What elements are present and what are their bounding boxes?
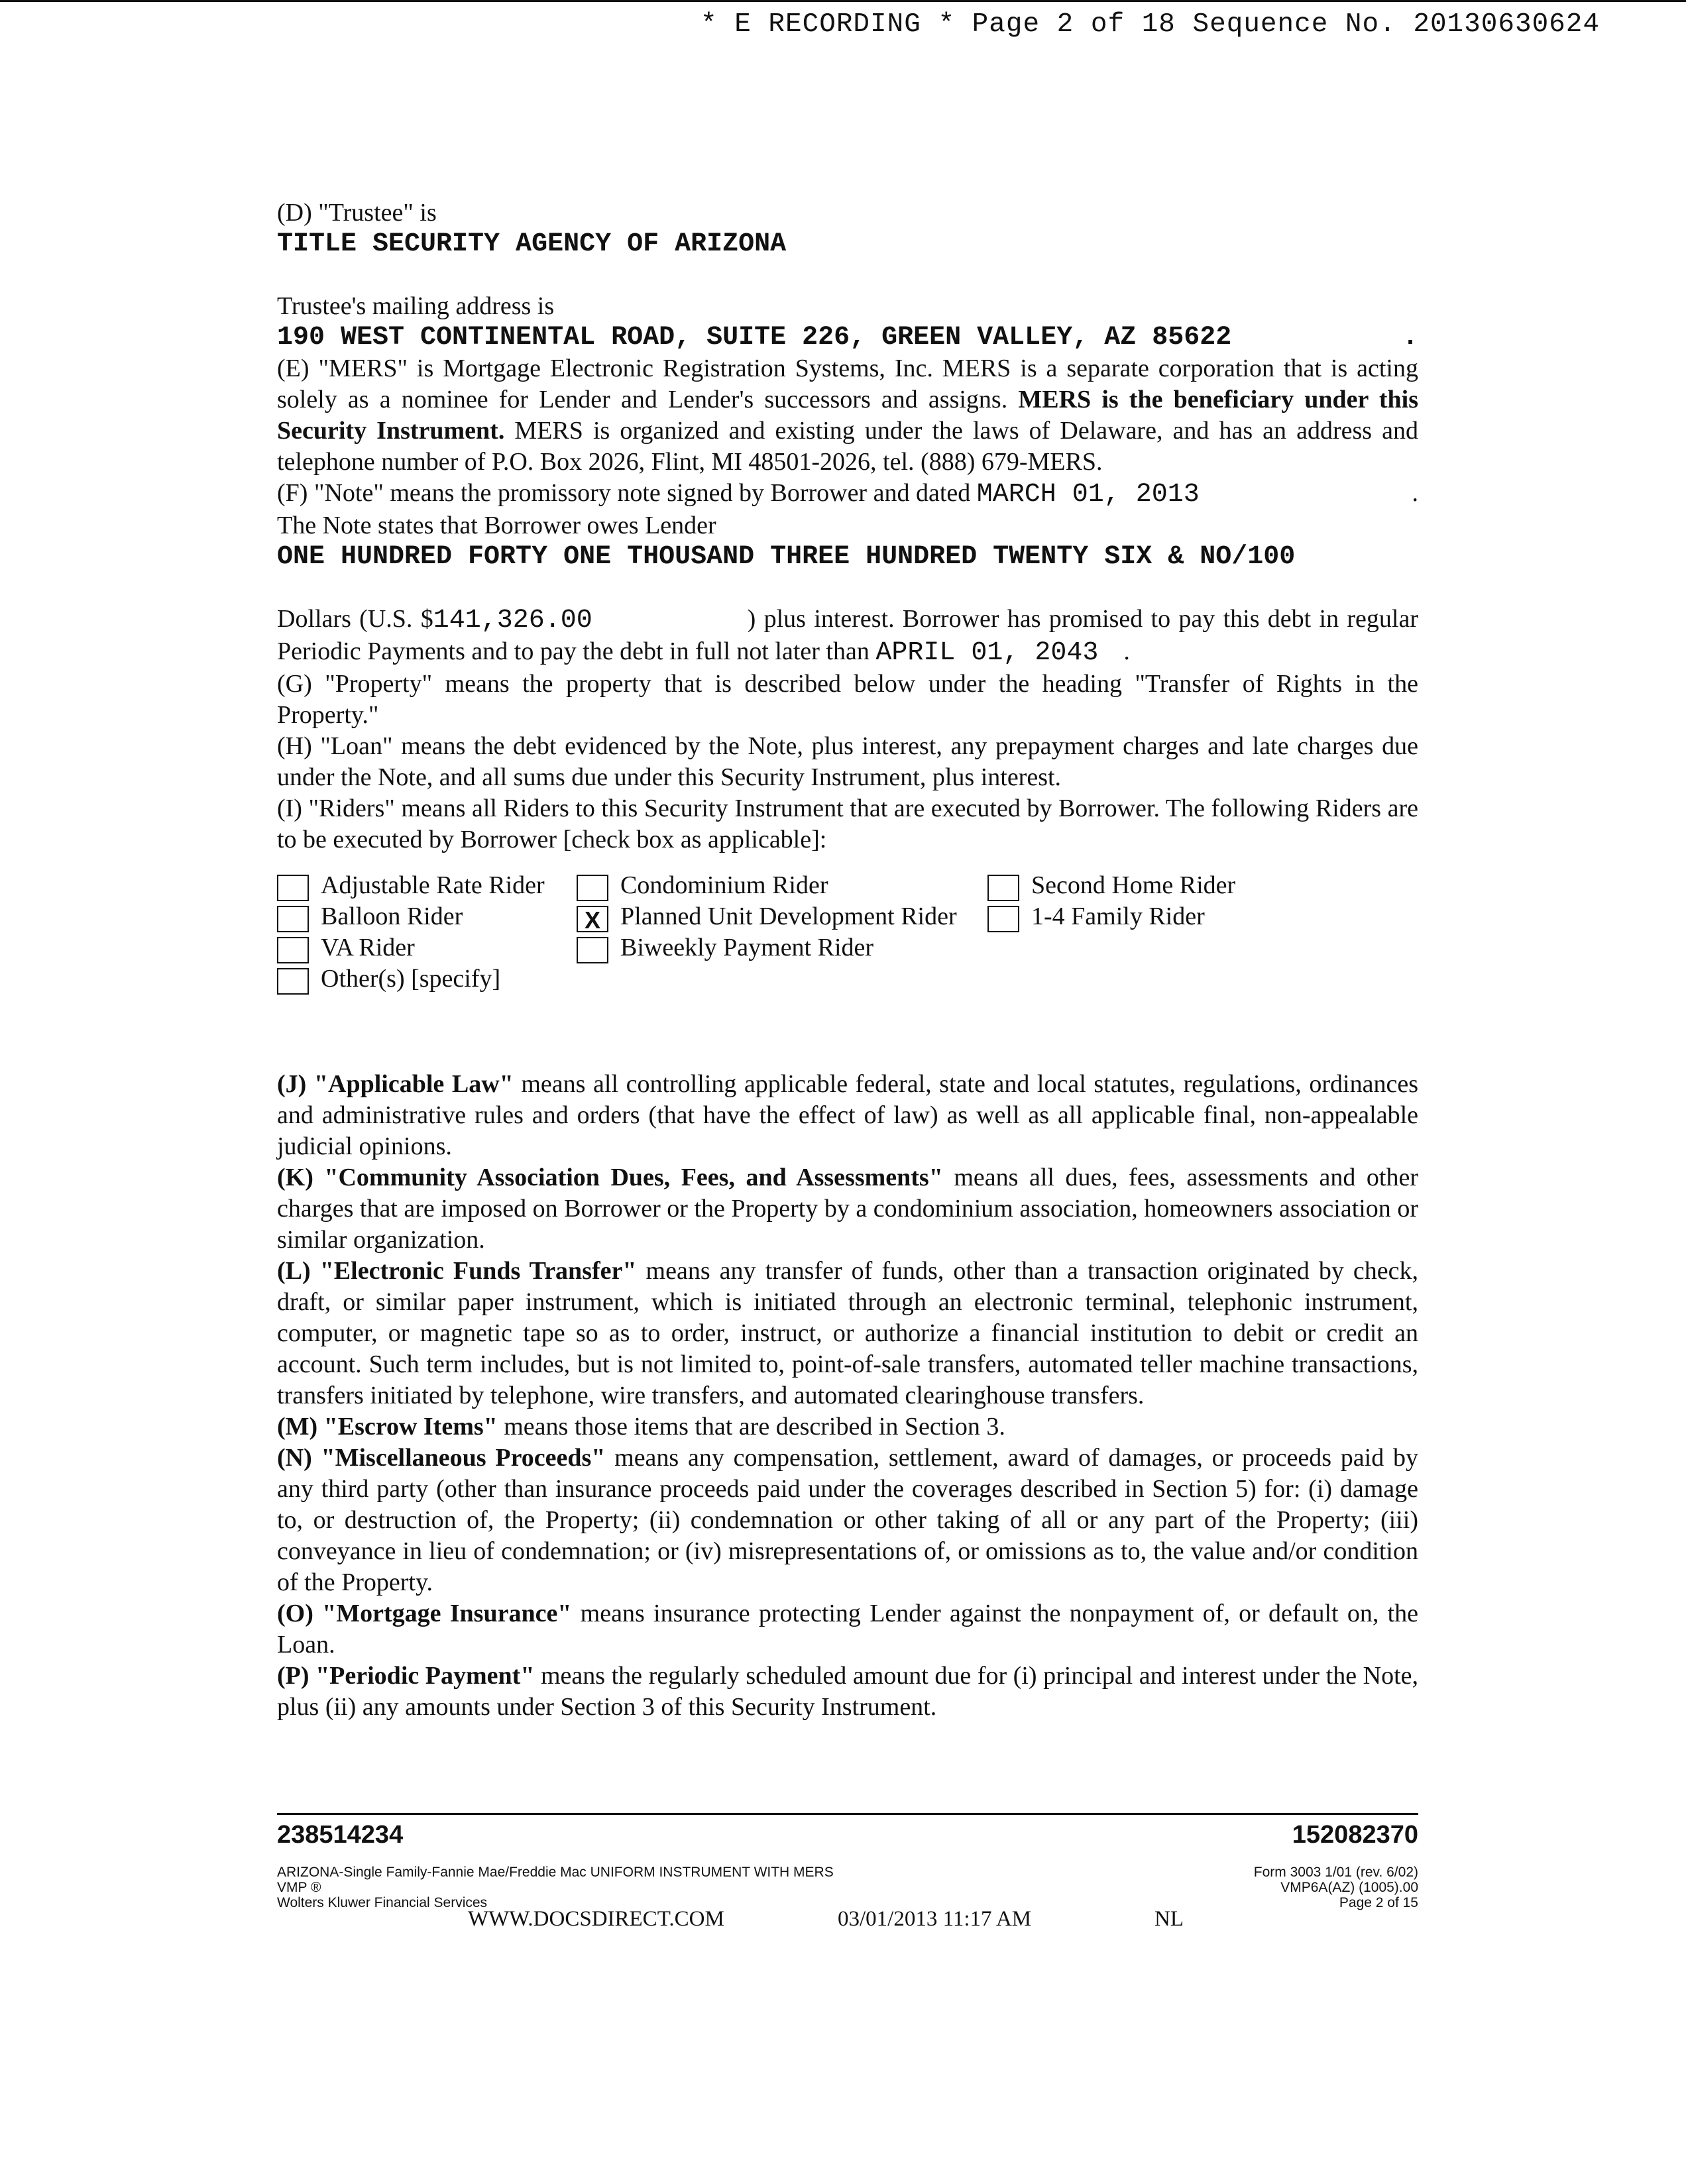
definition-property: (G) "Property" means the property that is described below under the heading "Transfer of Rights in the Property." xyxy=(277,670,1418,729)
note-amount: 141,326.00 xyxy=(433,606,592,635)
note-dot: . xyxy=(1412,479,1418,507)
definition-text: means all controlling applicable federal, state and local statutes, regulations, ordinances and administrative rules and orders (that have the effect of law) as well as all applicable final, non-appealable judicial opinions. xyxy=(277,1070,1418,1160)
spacer xyxy=(277,573,1418,604)
trustee-address-value: 190 WEST CONTINENTAL ROAD, SUITE 226, GREEN VALLEY, AZ 85622 xyxy=(277,323,1232,353)
spacer xyxy=(277,260,1418,291)
definition-applicable-law xyxy=(277,1069,1418,1162)
document-body xyxy=(277,197,1418,1723)
checkbox[interactable] xyxy=(577,875,608,901)
note-amount-words: ONE HUNDRED FORTY ONE THOUSAND THREE HUNDRED TWENTY SIX & NO/100 xyxy=(277,542,1296,572)
initials: NL xyxy=(1154,1907,1184,1931)
definition-term: (K) "Community Association Dues, Fees, and Assessments" xyxy=(277,1164,943,1191)
rider-label: Adjustable Rate Rider xyxy=(321,871,545,899)
note-lead: (F) "Note" means the promissory note signed by Borrower and dated xyxy=(277,479,971,507)
mers-tail: MERS is organized and existing under the laws of Delaware, and has an address and telephone number of P.O. Box 2026, Flint, MI 48501-2026, tel. (888) 679-MERS. xyxy=(277,417,1418,476)
definition-term: (J) "Applicable Law" xyxy=(277,1070,514,1098)
rider-planned-unit-development[interactable] xyxy=(577,901,957,932)
form-identification xyxy=(277,1865,834,1910)
definition-mers xyxy=(277,353,1418,478)
address-dot: . xyxy=(1402,323,1418,353)
mers-lead: (E) "MERS" is Mortgage Electronic Registration Systems, Inc. MERS is a separate corporation that is acting solely as a nominee for Lender and Lender's successors and assigns. xyxy=(277,355,1418,413)
checkbox[interactable] xyxy=(277,968,309,995)
rider-second-home[interactable] xyxy=(987,870,1235,901)
loan-number-left: 238514234 xyxy=(277,1821,404,1849)
note-owes: The Note states that Borrower owes Lender xyxy=(277,512,716,539)
rider-label: Planned Unit Development Rider xyxy=(620,902,957,930)
note-dollars: Dollars (U.S. $141,326.00 ) plus interest. Borrower has promised to pay this debt in regular Periodic Payments and to pay the debt in full not later than APRIL 01, 2043 . xyxy=(277,605,1418,668)
dollars-tail: ) plus interest. Borrower has promised to pay this debt in regular Periodic Payments and to pay the debt in full not later than xyxy=(277,605,1418,665)
definition-term: (N) "Miscellaneous Proceeds" xyxy=(277,1444,606,1472)
trustee-address xyxy=(277,322,1418,353)
definition-text: means any compensation, settlement, award of damages, or proceeds paid by any third party (other than insurance proceeds paid under the coverages described in Section 5) for: (i) damage to, or destruction of, the Property; (ii) condemnation or other taking of all or any part of the Property; (iii) conveyance in lieu of condemnation; or (iv) misrepresentations of, or omissions as to, the value and/or condition of the Property. xyxy=(277,1444,1418,1596)
print-timestamp: 03/01/2013 11:17 AM xyxy=(838,1907,1032,1931)
top-border-line xyxy=(0,0,1686,2)
rider-condominium[interactable] xyxy=(577,870,828,901)
checkbox[interactable] xyxy=(277,937,309,963)
rider-label: Balloon Rider xyxy=(321,902,463,930)
loan-number-right: 152082370 xyxy=(1292,1821,1418,1849)
definition-term: (O) "Mortgage Insurance" xyxy=(277,1600,572,1627)
checkbox-checked[interactable]: X xyxy=(577,906,608,932)
definition-miscellaneous-proceeds xyxy=(277,1443,1418,1598)
definition-periodic-payment xyxy=(277,1661,1418,1723)
checkbox[interactable] xyxy=(987,875,1019,901)
trustee-address-label: Trustee's mailing address is xyxy=(277,292,555,320)
definition-text: means any transfer of funds, other than a transaction originated by check, draft, or similar paper instrument, which is initiated through an electronic terminal, telephonic instrument, computer, or magnetic tape so as to order, instruct, or authorize a financial institution to debit or credit an account. Such term includes, but is not limited to, point-of-sale transfers, automated teller machine transactions, transfers initiated by telephone, wire transfers, and automated clearinghouse transfers. xyxy=(277,1257,1418,1409)
definition-text: means those items that are described in Section 3. xyxy=(497,1413,1005,1441)
rider-label: Other(s) [specify] xyxy=(321,965,501,993)
definition-text: means insurance protecting Lender against the nonpayment of, or default on, the Loan. xyxy=(277,1600,1419,1659)
checkbox[interactable] xyxy=(987,906,1019,932)
footer-rule xyxy=(277,1813,1418,1815)
definition-riders: (I) "Riders" means all Riders to this Security Instrument that are executed by Borrower. The following Riders are to be executed by Borrower [check box as applicable]: xyxy=(277,794,1418,853)
recording-header: * E RECORDING * Page 2 of 18 Sequence No. 20130630624 xyxy=(700,9,1600,40)
form-number-block xyxy=(1254,1865,1418,1910)
definition-text: means the regularly scheduled amount due for (i) principal and interest under the Note, plus (ii) any amounts under Section 3 of this Security Instrument. xyxy=(277,1662,1418,1721)
form-number: Form 3003 1/01 (rev. 6/02) xyxy=(1253,1865,1418,1880)
rider-adjustable-rate[interactable] xyxy=(277,870,545,901)
definition-term: (M) "Escrow Items" xyxy=(277,1413,498,1441)
definition-note xyxy=(277,478,1418,510)
publisher: Wolters Kluwer Financial Services xyxy=(277,1895,488,1910)
mers-beneficiary-statement: MERS is the beneficiary under this Security Instrument. xyxy=(277,386,1418,445)
checkbox[interactable] xyxy=(277,906,309,932)
rider-label: Biweekly Payment Rider xyxy=(620,934,874,961)
rider-label: VA Rider xyxy=(321,934,415,961)
definition-term: (L) "Electronic Funds Transfer" xyxy=(277,1257,637,1285)
form-title: ARIZONA-Single Family-Fannie Mae/Freddie Mac UNIFORM INSTRUMENT WITH MERS xyxy=(277,1865,834,1880)
rider-va[interactable] xyxy=(277,932,415,963)
form-page-number: Page 2 of 15 xyxy=(1339,1895,1418,1910)
rider-1-4-family[interactable] xyxy=(987,901,1205,932)
rider-balloon[interactable] xyxy=(277,901,463,932)
checkbox[interactable] xyxy=(277,875,309,901)
definition-term: (P) "Periodic Payment" xyxy=(277,1662,535,1690)
definition-mortgage-insurance xyxy=(277,1598,1418,1661)
website-link[interactable]: WWW.DOCSDIRECT.COM xyxy=(468,1907,724,1931)
definition-community-dues xyxy=(277,1162,1418,1256)
checkbox[interactable] xyxy=(577,937,608,963)
vmp-mark: VMP ® xyxy=(277,1880,321,1895)
definition-loan: (H) "Loan" means the debt evidenced by the Note, plus interest, any prepayment charges and late charges due under the Note, and all sums due under this Security Instrument, plus interest. xyxy=(277,732,1418,791)
riders-checklist xyxy=(277,870,1418,1003)
trustee-name: TITLE SECURITY AGENCY OF ARIZONA xyxy=(277,229,787,259)
note-maturity: APRIL 01, 2043 xyxy=(875,638,1099,668)
vmp-code: VMP6A(AZ) (1005).00 xyxy=(1280,1880,1418,1895)
rider-label: Second Home Rider xyxy=(1031,871,1236,899)
dollars-lead: Dollars (U.S. $ xyxy=(277,605,433,633)
definition-escrow-items xyxy=(277,1411,1418,1443)
rider-label: Condominium Rider xyxy=(620,871,828,899)
definition-electronic-funds-transfer xyxy=(277,1256,1418,1411)
rider-other[interactable] xyxy=(277,963,500,995)
trustee-label: (D) "Trustee" is xyxy=(277,199,437,227)
note-date: MARCH 01, 2013 xyxy=(976,480,1200,510)
rider-biweekly-payment[interactable] xyxy=(577,932,873,963)
definition-text: means all dues, fees, assessments and other charges that are imposed on Borrower or the Property by a condominium association, homeowners association or similar organization. xyxy=(277,1164,1418,1254)
rider-label: 1-4 Family Rider xyxy=(1031,902,1205,930)
